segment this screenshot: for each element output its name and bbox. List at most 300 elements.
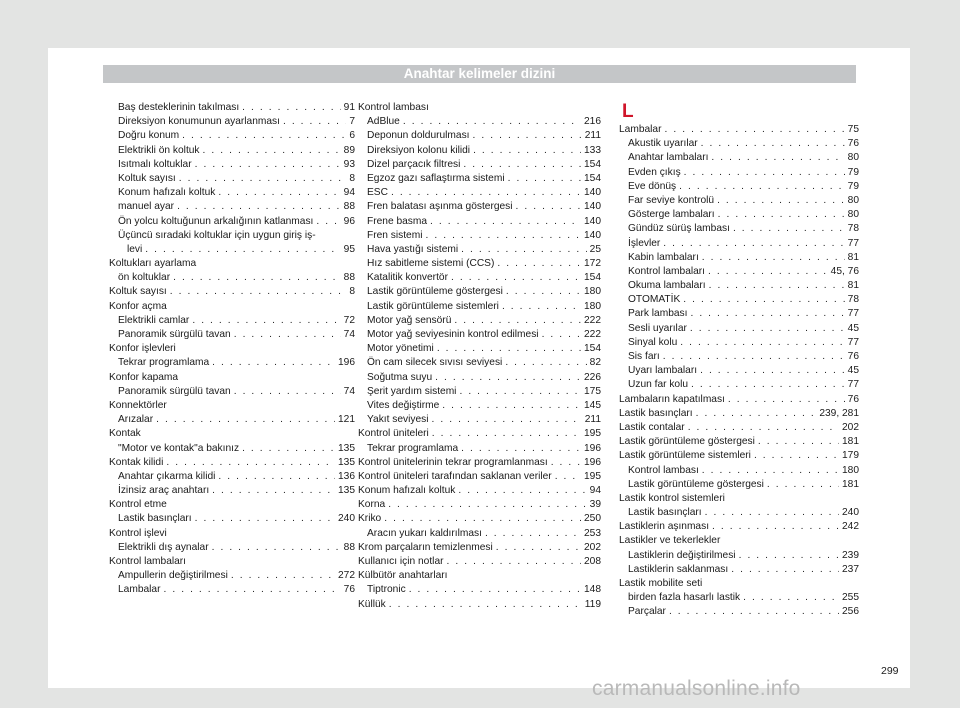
index-entry <box>358 186 601 200</box>
index-entry-page: 196 <box>584 456 601 468</box>
dot-leader <box>690 322 845 336</box>
index-entry-page: 82 <box>589 357 601 369</box>
page-title: Anahtar kelimeler dizini <box>103 65 856 83</box>
index-entry <box>358 200 601 214</box>
index-entry <box>109 115 355 129</box>
dot-leader <box>702 464 839 478</box>
index-entry-term: Elektrikli dış aynalar <box>118 541 209 553</box>
index-entry-page: 140 <box>584 201 601 213</box>
index-entry <box>109 342 355 356</box>
index-entry-term: Tekrar programlama <box>118 357 210 369</box>
index-entry-page: 81 <box>847 280 859 292</box>
index-entry-term: Doğru konum <box>118 130 180 142</box>
index-entry <box>619 435 859 449</box>
index-entry-term: Lambalar <box>118 584 161 596</box>
index-entry-page: 180 <box>584 286 601 298</box>
dot-leader <box>696 407 817 421</box>
index-entry-term: Lambaların kapatılması <box>619 393 725 405</box>
index-entry <box>109 328 355 342</box>
index-entry-page: 216 <box>584 116 601 128</box>
index-entry-term: Ön cam silecek sıvısı seviyesi <box>367 357 503 369</box>
index-entry-term: Sis farı <box>628 351 660 362</box>
index-entry <box>619 449 859 463</box>
index-entry-page: 154 <box>584 172 601 184</box>
dot-leader <box>458 484 586 498</box>
dot-leader <box>432 427 581 441</box>
index-entry <box>619 478 859 492</box>
index-entry-term: Koltuk sayısı <box>118 172 176 184</box>
index-entry <box>619 194 859 208</box>
dot-leader <box>173 271 341 285</box>
index-entry-term: Parçalar <box>628 606 666 618</box>
dot-leader <box>700 364 845 378</box>
dot-leader <box>718 208 845 222</box>
index-entry <box>619 265 859 279</box>
index-entry-page: 242 <box>842 521 859 533</box>
index-entry-term: ön koltuklar <box>118 272 171 284</box>
index-entry-term: Fren sistemi <box>367 229 423 241</box>
index-entry <box>358 371 601 385</box>
index-entry <box>619 605 859 619</box>
dot-leader <box>218 186 340 200</box>
index-entry-page: 181 <box>842 478 859 490</box>
index-entry <box>619 293 859 307</box>
index-entry-term: Katalitik konvertör <box>367 272 448 284</box>
index-entry <box>358 243 601 257</box>
index-entry-page: 88 <box>343 201 355 213</box>
index-entry-term: Konfor kapama <box>109 371 179 383</box>
index-entry <box>358 555 601 569</box>
index-entry-page: 76 <box>847 351 859 362</box>
index-entry-term: Ampullerin değiştirilmesi <box>118 570 228 582</box>
index-entry <box>109 172 355 186</box>
index-entry-term: Kontrol ünitelerinin tekrar programlanması <box>358 456 548 468</box>
dot-leader <box>156 413 335 427</box>
index-entry-term: Konfor işlevleri <box>109 343 176 355</box>
dot-leader <box>234 328 341 342</box>
dot-leader <box>506 285 581 299</box>
index-entry-page: 226 <box>584 371 601 383</box>
dot-leader <box>691 378 845 392</box>
index-entry <box>358 129 601 143</box>
index-entry-term: Hız sabitleme sistemi (CCS) <box>367 258 495 270</box>
index-entry <box>358 413 601 427</box>
index-entry <box>109 399 355 413</box>
dot-leader <box>170 285 347 299</box>
dot-leader <box>496 541 581 555</box>
index-entry-page: 211 <box>584 130 601 142</box>
index-entry-page: 222 <box>584 329 601 340</box>
dot-leader <box>679 180 845 194</box>
index-entry-term: Tekrar programlama <box>367 442 459 454</box>
index-entry-term: Eve dönüş <box>628 180 677 192</box>
dot-leader <box>664 123 844 137</box>
index-entry-term: Kontak <box>109 428 141 440</box>
index-entry <box>358 498 601 512</box>
index-entry <box>619 421 859 435</box>
index-entry-page: 88 <box>343 272 355 284</box>
index-entry-term: Fren balatası aşınma göstergesi <box>367 201 513 213</box>
dot-leader <box>437 342 581 356</box>
dot-leader <box>166 456 335 470</box>
dot-leader <box>690 307 844 321</box>
index-entry-term: Hava yastığı sistemi <box>367 243 459 255</box>
index-entry <box>358 598 601 612</box>
index-entry-term: Akustik uyarılar <box>628 138 698 150</box>
index-entry-term: Motor yağ seviyesinin kontrol edilmesi <box>367 329 539 340</box>
index-entry-term: Direksiyon kolonu kilidi <box>367 144 471 156</box>
index-entry-page: 154 <box>584 272 601 284</box>
index-entry-term: Kontak kilidi <box>109 456 164 468</box>
index-entry <box>619 166 859 180</box>
dot-leader <box>447 555 581 569</box>
index-entry-term: Far seviye kontrolü <box>628 194 715 206</box>
index-entry-term: Lambalar <box>619 124 662 135</box>
index-entry <box>619 492 859 506</box>
index-entry-term: birden fazla hasarlı lastik <box>628 592 741 604</box>
index-entry <box>109 427 355 441</box>
index-entry-term: levi <box>127 243 143 255</box>
index-entry-page: 119 <box>584 598 601 610</box>
index-entry-page: 80 <box>847 152 859 164</box>
index-entry-term: Motor yönetimi <box>367 343 434 355</box>
index-entry-term: Kriko <box>358 513 382 525</box>
index-entry <box>619 577 859 591</box>
index-entry-term: Kontrol üniteleri tarafından saklanan veriler <box>358 470 552 482</box>
index-entry-term: Konnektörler <box>109 399 167 411</box>
index-entry-page: 135 <box>338 485 355 497</box>
dot-leader <box>542 328 581 342</box>
index-entry-page: 93 <box>343 158 355 170</box>
index-entry-term: Lastik kontrol sistemleri <box>619 492 725 504</box>
dot-leader <box>731 563 839 577</box>
index-entry <box>619 336 859 350</box>
index-entry <box>109 200 355 214</box>
dot-leader <box>683 293 844 307</box>
index-entry-page: 75 <box>847 124 859 135</box>
index-entry-term: ESC <box>367 187 388 199</box>
index-entry-page: 76 <box>847 393 859 405</box>
index-entry-page: 256 <box>842 606 859 618</box>
index-entry-term: Uzun far kolu <box>628 379 689 391</box>
index-entry-term: Anahtar lambaları <box>628 152 709 164</box>
index-entry-term: Konfor açma <box>109 300 167 312</box>
index-entry-term: Lastik görüntüleme göstergesi <box>628 478 764 490</box>
dot-leader <box>551 456 581 470</box>
dot-leader <box>705 506 839 520</box>
index-entry <box>109 498 355 512</box>
index-entry <box>358 484 601 498</box>
index-column-3-entries <box>619 123 859 620</box>
index-entry-term: Ön yolcu koltuğunun arkalığının katlanması <box>118 215 314 227</box>
dot-leader <box>485 527 581 541</box>
index-entry <box>619 591 859 605</box>
dot-leader <box>451 271 581 285</box>
dot-leader <box>145 243 340 257</box>
index-entry-page: 195 <box>584 470 601 482</box>
index-entry <box>619 222 859 236</box>
index-entry-term: Motor yağ sensörü <box>367 314 452 326</box>
index-entry <box>358 399 601 413</box>
index-entry <box>109 271 355 285</box>
index-entry <box>358 271 601 285</box>
index-entry-term: Okuma lambaları <box>628 280 706 292</box>
index-entry-term: Lastik görüntüleme göstergesi <box>619 436 755 448</box>
dot-leader <box>242 101 340 115</box>
index-entry-page: 45, 76 <box>830 265 859 277</box>
dot-leader <box>435 371 581 385</box>
index-entry-page: 196 <box>338 357 355 369</box>
index-entry-page: 80 <box>847 194 859 206</box>
index-entry <box>358 115 601 129</box>
dot-leader <box>684 166 845 180</box>
index-entry-term: Frene basma <box>367 215 428 227</box>
dot-leader <box>432 413 582 427</box>
index-entry-term: Küllük <box>358 598 386 610</box>
index-entry-term: Park lambası <box>628 308 688 320</box>
index-entry-page: 95 <box>343 243 355 255</box>
index-entry-page: 250 <box>584 513 601 525</box>
index-entry-term: Isıtmalı koltuklar <box>118 158 192 170</box>
dot-leader <box>712 520 839 534</box>
index-entry-page: 135 <box>338 442 355 454</box>
index-entry-term: Kontrol lambası <box>358 102 429 113</box>
index-entry-page: 239, 281 <box>819 407 859 419</box>
index-entry <box>109 583 355 597</box>
index-entry <box>109 413 355 427</box>
index-entry-term: Lastik görüntüleme sistemleri <box>367 300 499 312</box>
dot-leader <box>663 350 845 364</box>
index-entry-page: 96 <box>343 215 355 227</box>
index-entry-term: Lastik basınçları <box>619 407 693 419</box>
index-entry <box>358 300 601 314</box>
dot-leader <box>231 569 335 583</box>
dot-leader <box>473 144 581 158</box>
index-entry-term: Vites değiştirme <box>367 399 440 411</box>
dot-leader <box>391 186 581 200</box>
dot-leader <box>502 300 581 314</box>
index-entry <box>109 314 355 328</box>
dot-leader <box>739 549 839 563</box>
index-entry <box>109 129 355 143</box>
dot-leader <box>497 257 581 271</box>
index-entry-page: 240 <box>338 513 355 525</box>
index-entry <box>358 328 601 342</box>
dot-leader <box>680 336 844 350</box>
index-entry-page: 239 <box>842 549 859 561</box>
index-entry <box>358 144 601 158</box>
index-entry <box>358 527 601 541</box>
dot-leader <box>409 583 581 597</box>
index-entry-page: 237 <box>842 563 859 575</box>
index-entry-term: Deponun doldurulması <box>367 130 470 142</box>
index-entry-term: OTOMATİK <box>628 294 681 306</box>
index-entry-term: Kontrol lambası <box>628 464 699 476</box>
index-entry-term: Koltuk sayısı <box>109 286 167 298</box>
index-entry <box>109 285 355 299</box>
index-entry-term: Lastik basınçları <box>628 507 702 519</box>
dot-leader <box>555 470 581 484</box>
index-entry <box>109 101 355 115</box>
index-entry-page: 154 <box>584 343 601 355</box>
index-entry-page: 39 <box>589 499 601 511</box>
index-entry-page: 148 <box>584 584 601 596</box>
index-entry <box>358 541 601 555</box>
index-entry <box>619 208 859 222</box>
dot-leader <box>212 541 341 555</box>
index-entry-page: 154 <box>584 158 601 170</box>
index-entry-term: Sinyal kolu <box>628 336 678 348</box>
index-entry-page: 79 <box>847 180 859 192</box>
index-entry-page: 272 <box>338 570 355 582</box>
dot-leader <box>669 605 839 619</box>
index-entry <box>619 137 859 151</box>
index-entry <box>109 442 355 456</box>
index-entry-term: Konum hafızalı koltuk <box>118 187 216 199</box>
dot-leader <box>767 478 839 492</box>
index-entry-term: Tiptronic <box>367 584 406 596</box>
index-entry <box>109 215 355 229</box>
index-entry-page: 72 <box>343 314 355 326</box>
dot-leader <box>728 393 845 407</box>
dot-leader <box>454 314 581 328</box>
index-entry <box>109 484 355 498</box>
dot-leader <box>688 421 839 435</box>
index-entry <box>619 307 859 321</box>
index-entry <box>619 520 859 534</box>
index-entry-term: Uyarı lambaları <box>628 365 698 377</box>
index-entry <box>109 470 355 484</box>
index-entry-page: 77 <box>847 336 859 348</box>
index-entry <box>109 541 355 555</box>
index-entry-term: Panoramik sürgülü tavan <box>118 385 231 397</box>
index-entry <box>619 237 859 251</box>
index-entry-term: AdBlue <box>367 116 400 128</box>
index-entry-term: Yakıt seviyesi <box>367 414 429 426</box>
index-column-1 <box>109 101 355 598</box>
index-entry-term: Lastiklerin değiştirilmesi <box>628 549 736 561</box>
index-entry-term: Şerit yardım sistemi <box>367 385 457 397</box>
index-entry-term: İzinsiz araç anahtarı <box>118 485 210 497</box>
index-entry-term: Egzoz gazı saflaştırma sistemi <box>367 172 505 184</box>
index-entry <box>358 385 601 399</box>
index-entry <box>358 257 601 271</box>
index-entry <box>619 464 859 478</box>
index-entry <box>358 569 601 583</box>
index-entry-page: 80 <box>847 209 859 221</box>
dot-leader <box>461 243 587 257</box>
index-entry-page: 25 <box>589 243 601 255</box>
index-entry-term: Lastik basınçları <box>118 513 192 525</box>
index-entry-term: Kontrol üniteleri <box>358 428 429 440</box>
dot-leader <box>508 172 581 186</box>
index-entry-term: Üçüncü sıradaki koltuklar için uygun giriş iş- <box>118 229 316 241</box>
index-column-3 <box>619 101 859 620</box>
index-entry-term: İşlevler <box>628 237 661 249</box>
dot-leader <box>218 470 335 484</box>
index-entry-page: 175 <box>584 385 601 397</box>
index-entry-page: 140 <box>584 215 601 227</box>
index-entry-page: 195 <box>584 428 601 440</box>
index-entry <box>109 385 355 399</box>
index-entry <box>358 356 601 370</box>
index-entry-page: 74 <box>343 385 355 397</box>
index-entry-term: Lastik mobilite seti <box>619 578 703 589</box>
index-entry <box>358 342 601 356</box>
dot-leader <box>754 449 839 463</box>
index-entry-page: 8 <box>349 286 355 298</box>
index-entry <box>619 151 859 165</box>
index-entry <box>358 427 601 441</box>
index-entry-page: 79 <box>847 166 859 178</box>
index-entry-term: Anahtar çıkarma kilidi <box>118 470 216 482</box>
index-entry-term: manuel ayar <box>118 201 175 213</box>
index-entry-page: 74 <box>343 329 355 340</box>
dot-leader <box>430 215 581 229</box>
index-entry <box>358 442 601 456</box>
dot-leader <box>516 200 581 214</box>
index-entry-page: 140 <box>584 187 601 199</box>
index-entry-term: Lastiklerin saklanması <box>628 563 729 575</box>
index-entry <box>619 123 859 137</box>
index-entry-page: 77 <box>847 237 859 249</box>
index-entry <box>619 407 859 421</box>
index-entry-page: 91 <box>343 102 355 113</box>
index-entry <box>619 350 859 364</box>
index-entry-term: Konum hafızalı koltuk <box>358 485 456 497</box>
index-entry <box>109 257 355 271</box>
index-entry-page: 76 <box>343 584 355 596</box>
dot-leader <box>473 129 582 143</box>
index-entry <box>109 300 355 314</box>
index-entry <box>619 393 859 407</box>
dot-leader <box>717 194 845 208</box>
index-entry-page: 180 <box>842 464 859 476</box>
index-entry <box>109 186 355 200</box>
index-entry-term: Evden çıkış <box>628 166 681 178</box>
index-entry-term: Soğutma suyu <box>367 371 433 383</box>
dot-leader <box>242 442 335 456</box>
index-entry-page: 77 <box>847 308 859 320</box>
index-entry <box>358 456 601 470</box>
index-entry-term: Aracın yukarı kaldırılması <box>367 527 482 539</box>
index-entry-page: 136 <box>338 470 355 482</box>
index-entry <box>358 215 601 229</box>
index-entry-page: 7 <box>349 116 355 128</box>
dot-leader <box>316 215 340 229</box>
index-entry <box>619 378 859 392</box>
index-entry-page: 8 <box>349 172 355 184</box>
dot-leader <box>179 172 347 186</box>
index-entry <box>619 506 859 520</box>
index-entry-page: 135 <box>338 456 355 468</box>
index-entry-page: 202 <box>842 421 859 433</box>
dot-leader <box>459 385 581 399</box>
dot-leader <box>442 399 581 413</box>
index-entry <box>619 322 859 336</box>
index-entry <box>109 569 355 583</box>
index-entry-term: Lastik görüntüleme sistemleri <box>619 450 751 462</box>
index-entry <box>109 371 355 385</box>
dot-leader <box>283 115 346 129</box>
dot-leader <box>195 512 335 526</box>
index-entry-term: Kontrol lambaları <box>109 556 187 567</box>
dot-leader <box>163 583 340 597</box>
index-entry <box>358 172 601 186</box>
index-entry-page: 202 <box>584 541 601 553</box>
dot-leader <box>212 484 335 498</box>
index-entry-page: 88 <box>343 541 355 553</box>
